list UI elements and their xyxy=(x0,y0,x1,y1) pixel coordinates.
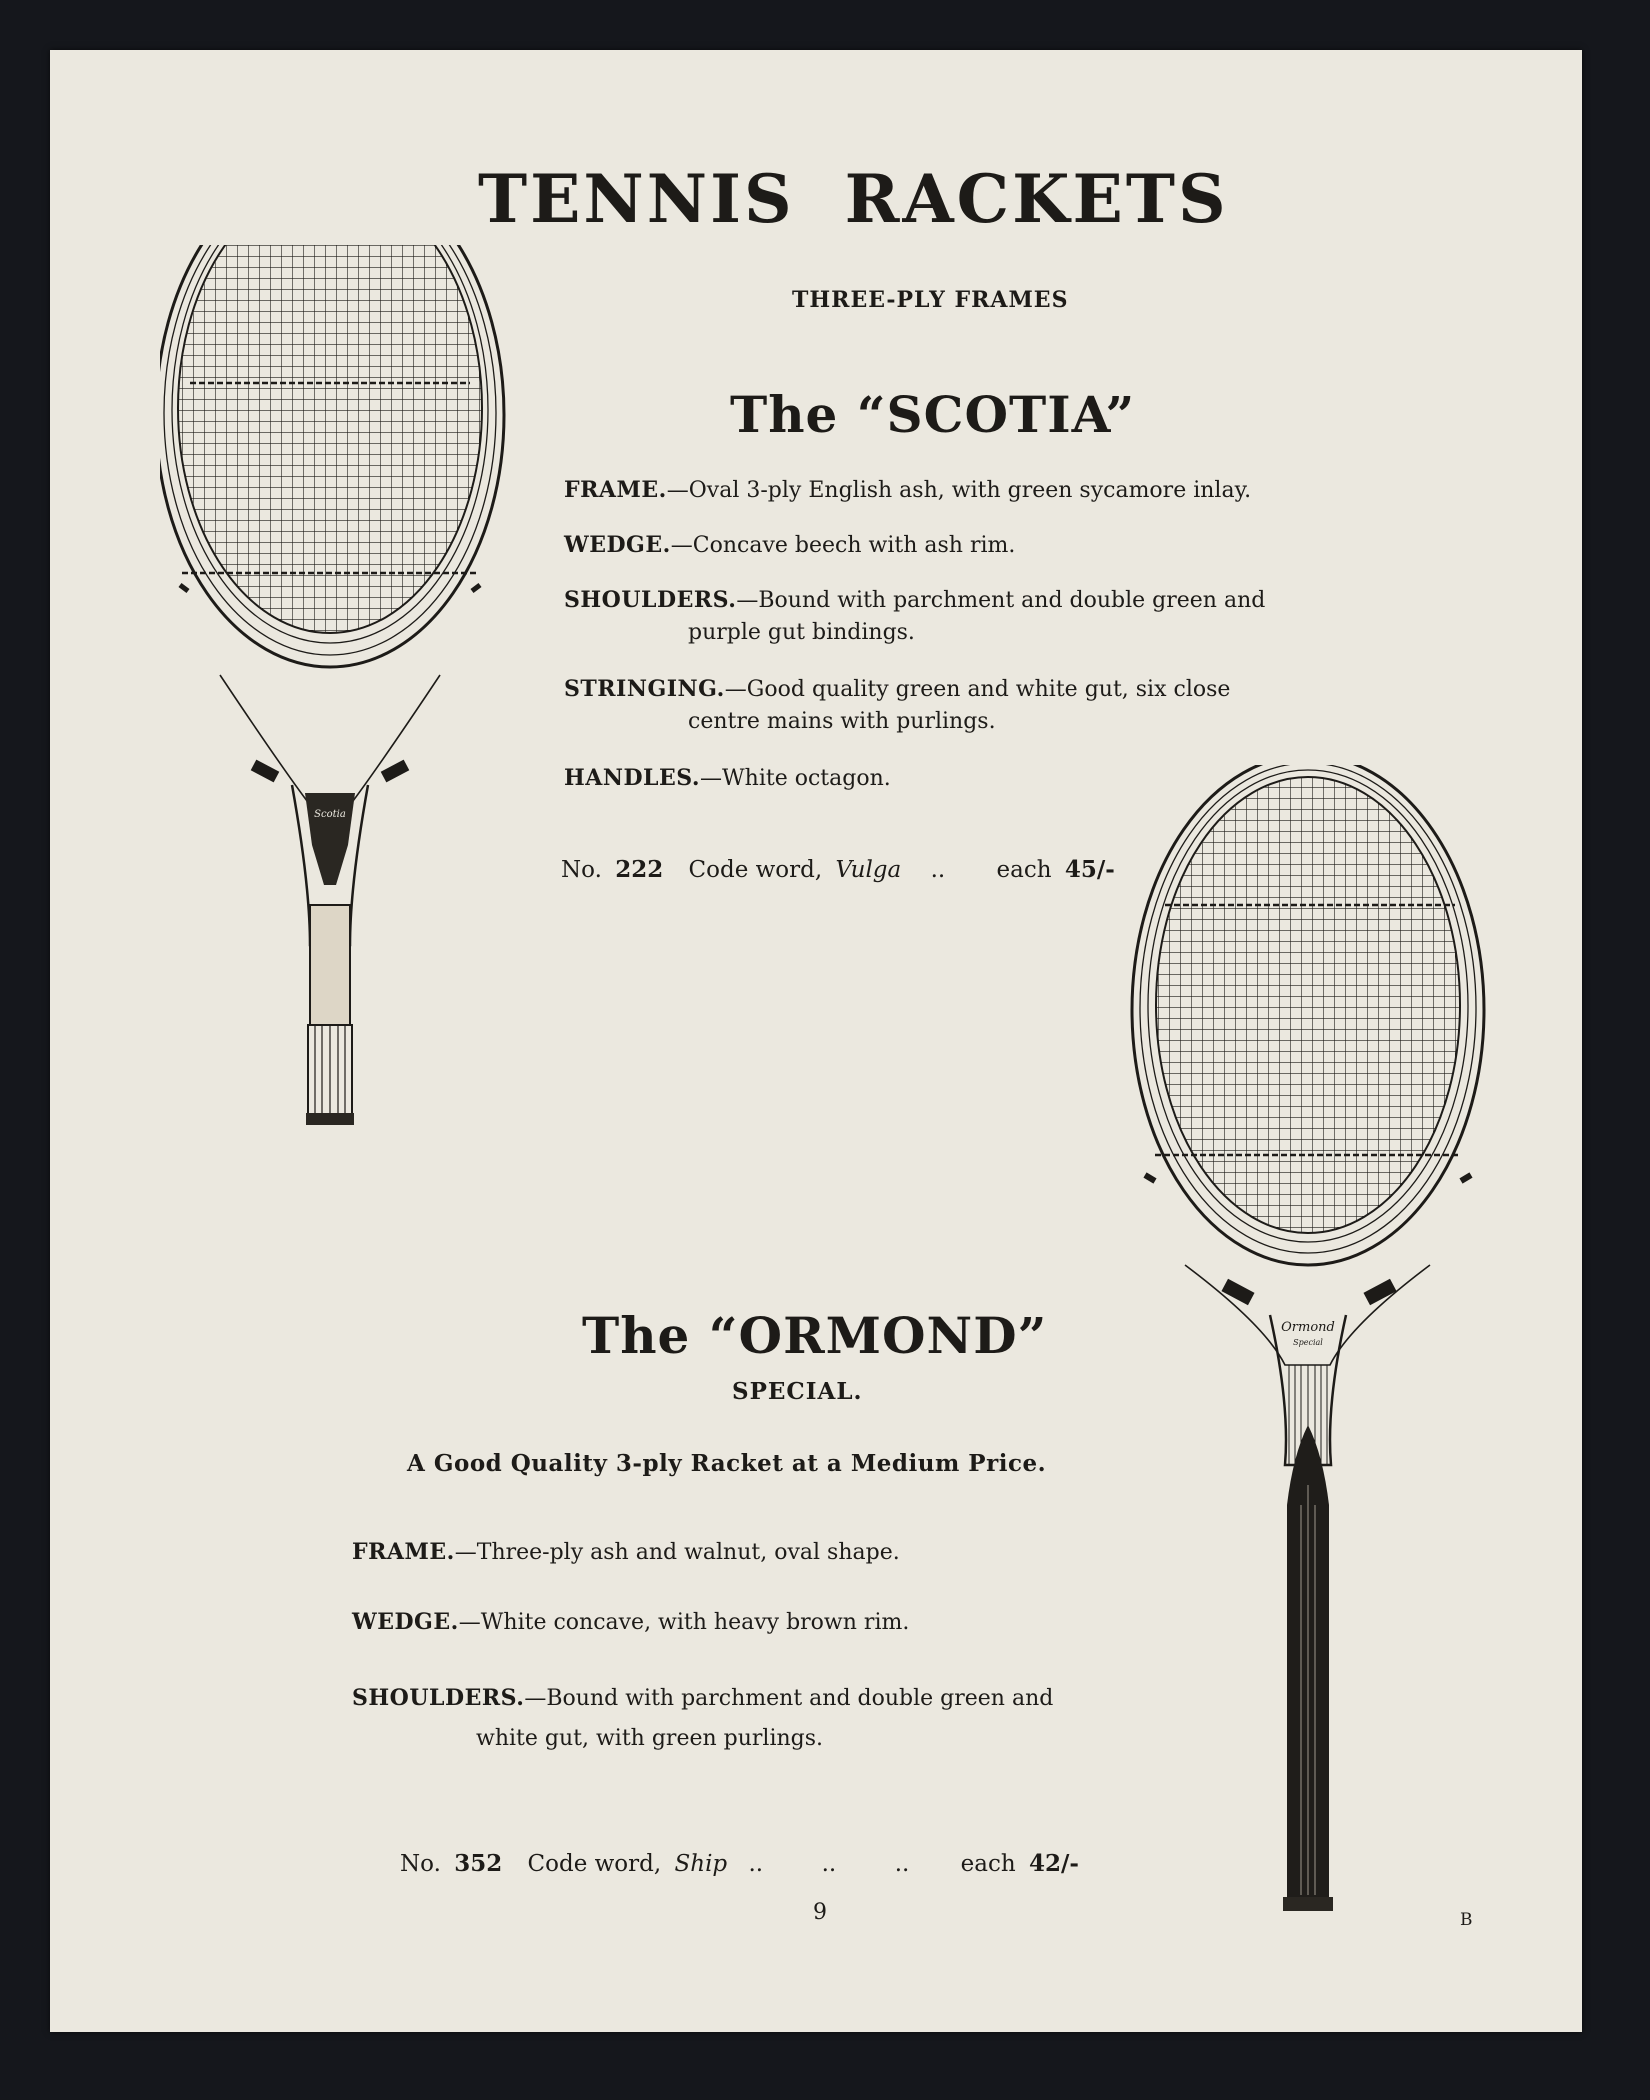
price-code-label: Code word, xyxy=(527,1851,662,1877)
price-dots: .. xyxy=(930,857,946,883)
spec-text: —Three-ply ash and walnut, oval shape. xyxy=(454,1540,900,1565)
spec-continuation: purple gut bindings. xyxy=(688,620,915,645)
spec-label: SHOULDERS. xyxy=(564,587,737,613)
scotia-spec-frame xyxy=(564,474,1356,507)
page-title: TENNIS RACKETS xyxy=(478,160,1229,238)
price-amount: 45/- xyxy=(1064,856,1115,883)
spec-label: FRAME. xyxy=(352,1539,455,1565)
price-no-label: No. xyxy=(400,1851,441,1877)
spec-text: —White octagon. xyxy=(700,766,891,791)
spec-label: HANDLES. xyxy=(564,765,701,791)
spec-text: —Bound with parchment and double green and xyxy=(524,1686,1054,1711)
section-subtitle: THREE-PLY FRAMES xyxy=(792,287,1069,313)
spec-text: —Bound with parchment and double green and xyxy=(736,588,1266,613)
signature-mark: B xyxy=(1460,1910,1473,1930)
ormond-racket-sublabel: Special xyxy=(1293,1338,1323,1347)
spec-label: STRINGING. xyxy=(564,676,725,702)
ormond-spec-frame xyxy=(352,1536,1142,1569)
spec-text: —White concave, with heavy brown rim. xyxy=(458,1610,910,1635)
scotia-racket-label: Scotia xyxy=(314,809,346,820)
spec-continuation: centre mains with purlings. xyxy=(688,709,996,734)
spec-label: WEDGE. xyxy=(564,532,671,558)
ormond-special: SPECIAL. xyxy=(732,1378,863,1405)
price-dots: .. .. .. xyxy=(748,1851,910,1877)
scotia-heading: The “SCOTIA” xyxy=(730,385,1136,444)
ormond-price-line xyxy=(400,1850,1079,1877)
scotia-price-line xyxy=(561,856,1115,883)
page-number: 9 xyxy=(813,1900,827,1925)
price-code-label: Code word, xyxy=(688,857,823,883)
ormond-spec-shoulders xyxy=(352,1678,1142,1759)
catalogue-page xyxy=(50,50,1582,2032)
spec-text: —Concave beech with ash rim. xyxy=(670,533,1016,558)
spec-continuation: white gut, with green purlings. xyxy=(476,1726,824,1751)
spec-label: FRAME. xyxy=(564,477,667,503)
scotia-spec-wedge xyxy=(564,529,1356,562)
ormond-racket-label: Ormond xyxy=(1281,1320,1335,1335)
scotia-spec-stringing xyxy=(564,673,1356,738)
price-code-word: Ship xyxy=(674,1851,728,1877)
price-code-word: Vulga xyxy=(835,857,902,883)
price-number: 222 xyxy=(615,856,664,883)
price-amount: 42/- xyxy=(1028,1850,1079,1877)
spec-text: —Good quality green and white gut, six close xyxy=(724,677,1231,702)
price-each-label: each xyxy=(996,857,1052,883)
price-no-label: No. xyxy=(561,857,602,883)
scotia-spec-shoulders xyxy=(564,584,1356,649)
ormond-spec-wedge xyxy=(352,1606,1142,1639)
price-number: 352 xyxy=(454,1850,503,1877)
ormond-racket-illustration xyxy=(1125,765,1505,1930)
price-each-label: each xyxy=(960,1851,1016,1877)
ormond-heading: The “ORMOND” xyxy=(582,1306,1048,1365)
spec-text: —Oval 3-ply English ash, with green sycamore inlay. xyxy=(666,478,1252,503)
scotia-racket-illustration xyxy=(160,245,540,1145)
spec-label: SHOULDERS. xyxy=(352,1685,525,1711)
ormond-tagline: A Good Quality 3-ply Racket at a Medium Price. xyxy=(407,1450,1047,1477)
spec-label: WEDGE. xyxy=(352,1609,459,1635)
